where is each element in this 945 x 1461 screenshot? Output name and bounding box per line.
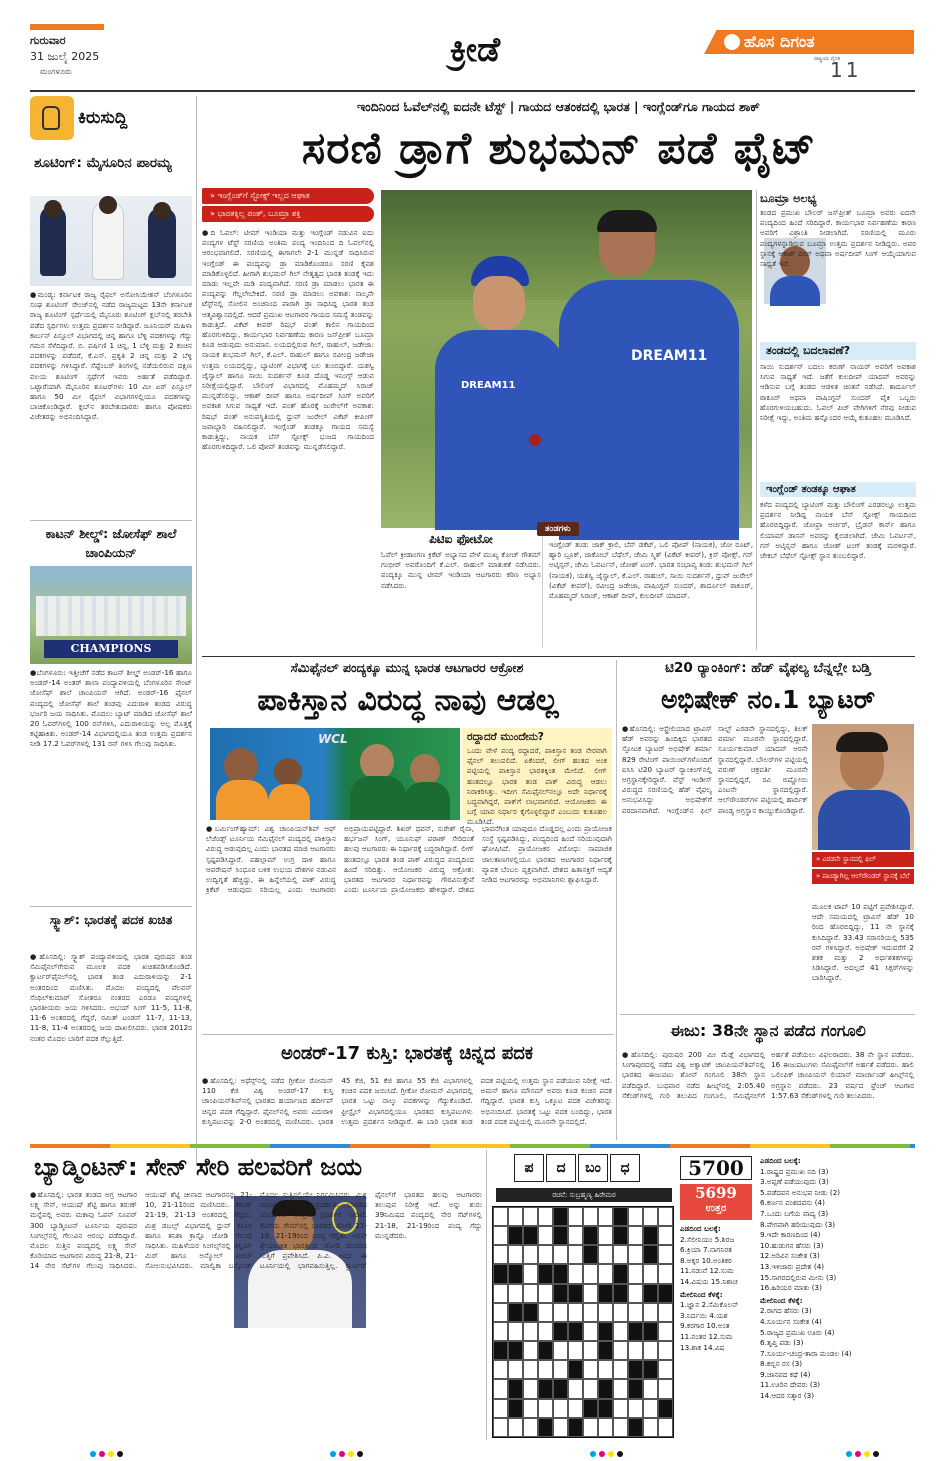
- crossword-cell[interactable]: [523, 1399, 538, 1418]
- prev_across-item: 6.ಕ್ರಿಯಾ 7.ನಾಗನಿರತ: [680, 1245, 732, 1255]
- crossword-cell[interactable]: [493, 1207, 508, 1226]
- crossword-cell[interactable]: [493, 1303, 508, 1322]
- across-list: [760, 1167, 916, 1294]
- lead-bullet-1: » ಇಂಗ್ಲೆಂಡ್‌ಗೆ ಸ್ಟೋಕ್ಸ್ ಇಲ್ಲದ ಆಘಾತ: [202, 188, 374, 204]
- brand-tagline: ರಾಷ್ಟ್ರೀಯ ದೈನಿಕ: [814, 56, 841, 62]
- crossword-block-cell: [643, 1284, 658, 1303]
- across-item: 3.ಅಪ್ಪಣೆ ಪಡೆಯುವುದು (3): [760, 1177, 829, 1187]
- crossword-cell[interactable]: [538, 1303, 553, 1322]
- crossword-cell[interactable]: [628, 1341, 643, 1360]
- u17-headline: ಅಂಡರ್-17 ಕುಸ್ತಿ: ಭಾರತಕ್ಕೆ ಚಿನ್ನದ ಪದಕ: [280, 1043, 534, 1064]
- lead-bullet-2: » ಭಾರತಕ್ಕಿಲ್ಲ ಪಂತ್, ಬೂಮ್ರಾ ಶಕ್ತಿ: [202, 206, 374, 222]
- crossword-cell[interactable]: [553, 1245, 568, 1264]
- city-label: ಮಂಗಳೂರು: [40, 67, 72, 76]
- across-item: 5.ಪಡೆದವನ ಅನುಭವ ನೀಡು (2): [760, 1187, 841, 1197]
- cotton-shield-photo: [30, 566, 192, 664]
- crossword-block-cell: [568, 1284, 583, 1303]
- crossword-block-cell: [643, 1226, 658, 1245]
- abhishek-side-body: ಮೂಲಕ ಟಾಪ್ 10 ಪಟ್ಟಿಗೆ ಪ್ರವೇಶಿಸಿದ್ದಾರೆ. ಆದೇ ಸಮಯದಲ್ಲಿ ಟ್ರಾವಿಸ್ ಹೆಡ್ 10 ರಿಂದ ಹೊರಬಿದ್ದಿದ್ದು, 11 ನೇ ಸ್ಥಾನಕ್ಕೆ ಕುಸಿದಿದ್ದಾರೆ. 33.43 ಸರಾಸರಿಯಲ್ಲಿ 535 ರನ್ ಗಳಿಸಿದ್ದಾರೆ. ಅಭಿಷೇಕ್ ಇದುವರೆಗೆ 2 ಶತಕ ಮತ್ತು 2 ಅರ್ಧಶತಕಗಳನ್ನು ಸಿಡಿಸಿದ್ದಾರೆ. ಅದಲ್ಲದೆ 41 ಸಿಕ್ಸರ್‌ಗಳನ್ನು ಬಾರಿಸಿದ್ದಾರೆ.: [812, 902, 914, 983]
- across-item: 9.ಇದೇ ಕಾರಣದಿಂದ (4): [760, 1230, 821, 1240]
- crossword-cell[interactable]: [508, 1322, 523, 1341]
- crossword-cell[interactable]: [553, 1303, 568, 1322]
- prev_across-item: 11.ನಡುವೆ 12.ಸುಮ: [680, 1266, 734, 1276]
- registration-marks: [0, 1440, 945, 1454]
- crossword-block-cell: [553, 1226, 568, 1245]
- crossword-block-cell: [643, 1245, 658, 1264]
- crossword-block-cell: [508, 1226, 523, 1245]
- champions-banner: CHAMPIONS: [44, 640, 178, 658]
- crossword-cell[interactable]: [568, 1226, 583, 1245]
- abhishek-bullets: [812, 852, 914, 884]
- crossword-cell[interactable]: [628, 1226, 643, 1245]
- abhishek-body: ●ಹೊಸದಿಲ್ಲಿ: ಆಸ್ಟ್ರೇಲಿಯಾದ ಟ್ರಾವಿಸ್ ಹೆಡ್ ಅವರನ್ನು ಹಿಂದಿಕ್ಕಿದ ಭಾರತದ ಸ್ಫೋಟಕ ಬ್ಯಾಟರ್ ಅಭಿಷೇಕ್ ಶರ್ಮಾ 829 ರೇಟಿಂಗ್ ಪಾಯಿಂಟ್‌ಗಳೊಂದಿಗೆ ಐಸಿಸಿ ಟಿ20 ಬ್ಯಾಟರ್ ರ್‍ಯಾಂಕಿಂಗ್‌ನಲ್ಲಿ ಅಗ್ರಸ್ಥಾನಕ್ಕೇರಿದ್ದಾರೆ. ವೆಸ್ಟ್ ಇಂಡೀಸ್ ವಿರುದ್ಧದ ಸರಣಿಯಲ್ಲಿ ಹೆಡ್ ವೈಫಲ್ಯ ಅನುಭವಿಸಿದ್ದು ಅಭಿಷೇಕ್‌ಗೆ ವರದಾನವಾಗಿದೆ. ಇಂಗ್ಲೆಂಡ್‌ನ ಫಿಲ್ ಸಾಲ್ಟ್ ಎರಡನೇ ಸ್ಥಾನದಲ್ಲಿದ್ದು, ತಿಲಕ್ ವರ್ಮಾ ಮೂರನೇ ಸ್ಥಾನದಲ್ಲಿದ್ದಾರೆ. ಸೂರ್ಯಕುಮಾರ್ ಯಾದವ್ ಆರನೇ ಸ್ಥಾನದಲ್ಲಿದ್ದಾರೆ. ಬೌಲರ್‌ಗಳ ಪಟ್ಟಿಯಲ್ಲಿ ವರುಣ್ ಚಕ್ರವರ್ತಿ ಮೂರನೇ ಸ್ಥಾನದಲ್ಲಿದ್ದರೆ, ರವಿ ಬಿಷ್ಣೋಯಿ ಎಂಟನೇ ಸ್ಥಾನದಲ್ಲಿದ್ದಾರೆ. ಆಲ್‌ರೌಂಡರ್‌ಗಳ ಪಟ್ಟಿಯಲ್ಲಿ ಹಾರ್ದಿಕ್ ಪಾಂಡ್ಯ ಅಗ್ರಸ್ಥಾನ ಕಾಯ್ದುಕೊಂಡಿದ್ದಾರೆ.: [622, 724, 808, 815]
- crossword-cell[interactable]: [523, 1379, 538, 1398]
- crossword-cell[interactable]: [493, 1399, 508, 1418]
- prev-answers: [680, 1224, 754, 1438]
- crossword-cell[interactable]: [613, 1341, 628, 1360]
- down-item: 2.ರಾಗದ ಹೆಸರು (3): [760, 1306, 812, 1316]
- teams-body: ಇಂಗ್ಲೆಂಡ್ ತಂಡ: ಜಾಕ್ ಕ್ರಾಲಿ, ಬೆನ್ ಡಕೆಟ್, ಒಲಿ ಪೋಪ್ (ನಾಯಕ), ಜೋ ರೂಟ್, ಹ್ಯಾರಿ ಬ್ರೂಕ್, ಜಾಕೋಬ್ ಬೆಥೆಲ್, ಜೇಮಿ ಸ್ಮಿತ್ (ವಿಕೆಟ್ ಕೀಪರ್), ಕ್ರಿಸ್ ವೋಕ್ಸ್, ಗಸ್ ಅಟ್ಕಿನ್ಸನ್, ಜೇಮಿ ಓವರ್ಟನ್, ಜೋಶ್ ಟಂಗ್. ಭಾರತ ಸಂಭಾವ್ಯ ತಂಡ: ಶುಭಮನ್ ಗಿಲ್ (ನಾಯಕ), ಯಶಸ್ವಿ ಜೈಸ್ವಾಲ್, ಕೆ.ಎಲ್. ರಾಹುಲ್, ಸಾಯಿ ಸುದರ್ಶನ್, ಧ್ರುವ್ ಜುರೇಲ್ (ವಿಕೆಟ್ ಕೀಪರ್), ರವೀಂದ್ರ ಜಡೇಜಾ, ವಾಷಿಂಗ್ಟನ್ ಸುಂದರ್, ಶಾರ್ದೂಲ್ ಠಾಕೂರ್, ಮೊಹಮ್ಮದ್ ಸಿರಾಜ್, ಆಕಾಶ್ ದೀಪ್, ಕುಲದೀಪ್ ಯಾದವ್.: [549, 540, 753, 601]
- coach-figure: [421, 250, 571, 530]
- crossword-cell[interactable]: [553, 1418, 568, 1437]
- crossword-cell[interactable]: [538, 1360, 553, 1379]
- crossword-block-cell: [643, 1322, 658, 1341]
- crossword-cell[interactable]: [568, 1379, 583, 1398]
- crossword-cell[interactable]: [493, 1322, 508, 1341]
- crossword-block-cell: [493, 1341, 508, 1360]
- crossword-cell[interactable]: [538, 1226, 553, 1245]
- prev_down-item: 13.ಶಾಕ 14.ವಿಷ: [680, 1342, 725, 1352]
- prev-number: 5699: [695, 1184, 737, 1202]
- abhishek-bullet-2: » ಪಾಂಡ್ಯಾಗಿಲ್ಲ ಆಲ್‌ರೌಂಡರ್ ಸ್ಥಾನಕ್ಕೆ ಬೆಲೆ: [812, 869, 914, 884]
- across-label: ಎಡದಿಂದ ಬಲಕ್ಕೆ:: [760, 1156, 801, 1165]
- crossword-setter: ರಚನೆ: ಸುಬ್ರಹ್ಮಣ್ಯ ಹಿರೇಮಠ: [496, 1188, 672, 1202]
- crossword-cell[interactable]: [493, 1379, 508, 1398]
- crossword-cell[interactable]: [523, 1245, 538, 1264]
- crossword-cell[interactable]: [523, 1264, 538, 1283]
- prev_across-item: 8.ಅಕ್ಕರ 10.ಅಂತಿಕರ: [680, 1255, 732, 1265]
- crossword-block-cell: [553, 1207, 568, 1226]
- down-item: 6.ತೃಪ್ತಿ ಪಡು (3): [760, 1338, 804, 1348]
- teams-box: [542, 524, 753, 648]
- crossword-block-cell: [568, 1360, 583, 1379]
- abhishek-kicker: ಟಿ20 ರ್‍ಯಾಂಕಿಂಗ್: ಹೆಡ್ ವೈಫಲ್ಯ ಬೆನ್ನಲ್ಲೇ ಬಡ್ತಿ: [665, 660, 871, 676]
- sidebar-s3-body: ಕಳೆದ ಪಂದ್ಯದಲ್ಲಿ ಬ್ಯಾಟಿಂಗ್ ಮತ್ತು ಬೌಲಿಂಗ್ ಎರಡರಲ್ಲೂ ಉತ್ತಮ ಪ್ರದರ್ಶನ ನೀಡಿದ್ದ ನಾಯಕ ಬೆನ್ ಸ್ಟೋಕ್ಸ್ ಗಾಯದಿಂದ ಹೊರಬಿದ್ದಿದ್ದಾರೆ. ಜೋಫ್ರಾ ಆರ್ಚರ್, ಬ್ರೈಡನ್ ಕಾರ್ಸ್ ಹಾಗೂ ಲಿಯಾಮ್ ಡಾಸನ್ ಅವರನ್ನು ಕೈಬಿಡಲಾಗಿದೆ. ಜೇಮಿ ಓವರ್ಟನ್, ಗಸ್ ಅಟ್ಕಿನ್ಸನ್ ಹಾಗೂ ಜೋಶ್ ಟಂಗ್ ತಂಡಕ್ಕೆ ಮರಳಿದ್ದಾರೆ. ಜೇಕಬ್ ಬೆಥೆಲ್ ಸ್ಟೋಕ್ಸ್ ಸ್ಥಾನ ತುಂಬಲಿದ್ದಾರೆ.: [760, 500, 916, 561]
- kirusuddi-item1-title: ಶೂಟಿಂಗ್: ಮೈಸೂರಿನ ಪಾರಮ್ಯ: [34, 155, 172, 171]
- crossword-cell[interactable]: [613, 1418, 628, 1437]
- photo-credit: ಪಿಟಿಐ ಫೋಟೋ: [429, 532, 493, 546]
- badminton-headline: ಬ್ಯಾಡ್ಮಿಂಟನ್: ಸೇನ್ ಸೇರಿ ಹಲವರಿಗೆ ಜಯ: [34, 1153, 363, 1181]
- day-label: ಗುರುವಾರ: [30, 34, 66, 47]
- clues: [760, 1156, 916, 1440]
- crossword-cell[interactable]: [598, 1264, 613, 1283]
- crossword-number: 5700: [680, 1156, 752, 1180]
- crossword-block-cell: [553, 1322, 568, 1341]
- sidebar-s3-title: ಇಂಗ್ಲೆಂಡ್ ತಂಡಕ್ಕೂ ಆಘಾತ: [760, 482, 916, 497]
- crossword-block-cell: [613, 1226, 628, 1245]
- crossword-cell[interactable]: [643, 1264, 658, 1283]
- prev_across-item: 14.ವಿಷಯ 15.ನಿಶಾಚ: [680, 1276, 738, 1286]
- down-item: 11.ಊರಿನ ದೇವರು (3): [760, 1380, 821, 1390]
- crossword-cell[interactable]: [583, 1379, 598, 1398]
- page-number: 11: [830, 58, 862, 82]
- crossword-cell[interactable]: [658, 1226, 673, 1245]
- crossword-block-cell: [583, 1399, 598, 1418]
- crossword-block-cell: [628, 1322, 643, 1341]
- lead-photo: [381, 190, 752, 528]
- crossword-block-cell: [583, 1245, 598, 1264]
- prev-across-list: [680, 1235, 754, 1288]
- crossword-cell[interactable]: [658, 1341, 673, 1360]
- crossword-cell[interactable]: [568, 1245, 583, 1264]
- lead-headline: ಸರಣಿ ಡ್ರಾಗೆ ಶುಭಮನ್ ಪಡೆ ಫೈಟ್: [301, 123, 817, 174]
- ganguly-headline: ಈಜು: 38ನೇ ಸ್ಥಾನ ಪಡೆದ ಗಂಗೂಲಿ: [670, 1021, 866, 1040]
- sidebar-s2-body: ಸಾಯಿ ಸುದರ್ಶನ್ ಬದಲು ಕರುಣ್ ನಾಯರ್ ಅವರಿಗೆ ಅವಕಾಶ ಸಿಗುವ ಸಾಧ್ಯತೆ ಇದೆ. ಜತೆಗೆ ಕುಲದೀಪ್ ಯಾದವ್ ಅವರನ್ನು ಆಡಿಸುವ ಬಗ್ಗೆ ತಂಡದ ಆಡಳಿತ ಚಿಂತನೆ ನಡೆಸಿದೆ. ಶಾರ್ದೂಲ್ ಠಾಕೂರ್ ಅಥವಾ ವಾಷಿಂಗ್ಟನ್ ಸುಂದರ್ ಪೈಕಿ ಒಬ್ಬರು ಹೊರಗುಳಿಯಬಹುದು. ಓವಲ್ ಪಿಚ್ ವೇಗಿಗಳಿಗೆ ನೆರವು ನೀಡುವ ನಿರೀಕ್ಷೆ ಇದ್ದು, ಅಂತಿಮ ಹನ್ನೊಂದರ ಆಯ್ಕೆ ಕುತೂಹಲ ಮೂಡಿಸಿದೆ.: [760, 362, 916, 423]
- crossword-cell[interactable]: [643, 1341, 658, 1360]
- brand-name: ಹೊಸ ದಿಗಂತ: [744, 32, 815, 51]
- crossword-block-cell: [538, 1379, 553, 1398]
- badminton-body: ●ಹೊಸದಿಲ್ಲಿ: ಭಾರತ ತಂಡದ ಅಗ್ರ ಆಟಗಾರ ಲಕ್ಷ್ಯ ಸೇನ್, ಆಯುಷ್ ಶೆಟ್ಟಿ ಹಾಗೂ ತರುಣ್ ಮನ್ನೆಪಲ್ಲಿ ಅವರು ಮಕಾವು ಓಪನ್ ಸೂಪರ್ 300 ಬ್ಯಾಡ್ಮಿಂಟನ್ ಟೂರ್ನಿಯ ಪುರುಷರ ಸಿಂಗಲ್ಸ್‌ನಲ್ಲಿ ಗೆಲುವಿನ ಆರಂಭ ಪಡೆದಿದ್ದಾರೆ. ಮೊದಲ ಸುತ್ತಿನ ಪಂದ್ಯದಲ್ಲಿ ಲಕ್ಷ್ಯ ಸೇನ್ ಕೊರಿಯಾದ ಆಟಗಾರನ ವಿರುದ್ಧ 21-8, 21-14 ನೇರ ಸೆಟ್‌ಗಳ ಗೆಲುವು ಸಾಧಿಸಿದರು. ಆಯುಷ್ ಶೆಟ್ಟಿ ಚೀನಾದ ಆಟಗಾರನನ್ನು 21-10, 21-11ರಿಂದ ಮಣಿಸಿದರು. ತರುಣ್ 21-19, 21-13 ಅಂತರದಲ್ಲಿ ಗೆದ್ದರು. ಮಿಶ್ರ ಡಬಲ್ಸ್ ವಿಭಾಗದಲ್ಲಿ ಧ್ರುವ್ ಕಪಿಲಾ ಹಾಗೂ ತನಿಶಾ ಕ್ರಾಸ್ಟೊ ಜೋಡಿ ಗೆಲುವು ಸಾಧಿಸಿತು. ಮಹಿಳೆಯರ ಸಿಂಗಲ್ಸ್‌ನಲ್ಲಿ ತಸ್ನಿಮ್ ಮಿರ್ ಹಾಗೂ ಅನ್ಮೋಲ್ ಖರಬ್ ಸೋಲನುಭವಿಸಿದರು. ಮಾಲ್ವಿಕಾ ಬನ್ಸೋಡ್ ಮೊದಲ ಸುತ್ತಿನಲ್ಲಿಯೇ ನಿರ್ಗಮಿಸಿದರು. ಮಿಶ್ರ ವಿಭಾಗದ ಉತ್ತಮ ಪ್ರದರ್ಶನ: ಭಾರತದ ಜೋಡಿಗಳು ಉತ್ತಮ ಪ್ರದರ್ಶನ ನೀಡಿವೆ. ಕೊನೆಯ ಗೇಮ್‌ನಲ್ಲಿ ಭಾರತದ ಜೋಡಿ 21-18, 21-19ರಿಂದ ಪಂದ್ಯ ಗೆದ್ದಿತು. ಆರನೇ ಶ್ರೇಯಾಂಕಿತ ಭಾರತೀಯ ಜೋಡಿ ಮುಂದಿನ ಸುತ್ತಿಗೆ ಪ್ರವೇಶಿಸಿದೆ. ಪಿ.ವಿ. ಸಿಂಧು ಈ ಟೂರ್ನಿಯಲ್ಲಿ ಭಾಗವಹಿಸುತ್ತಿಲ್ಲ. ಕ್ವಾರ್ಟರ್ ಫೈನಲ್‌ಗೆ ಭಾರತದ ಹಲವು ಆಟಗಾರರು ತಲುಪುವ ನಿರೀಕ್ಷೆ ಇದೆ. ಅನ್ನು ಶುರು 39ನಿಮಿಷದ ಪಂದ್ಯದಲ್ಲಿ ನೇರ ಸೆಟ್‌ಗಳಲ್ಲಿ 21-18, 21-19ರಿಂದ ಪಂದ್ಯ ಗೆದ್ದು ಮುನ್ನಡೆದರು.: [30, 1190, 482, 1271]
- crossword-title-cell-1: ಪ: [514, 1154, 544, 1182]
- kirusuddi-item3-title: ಸ್ಕ್ವಾಶ್: ಭಾರತಕ್ಕೆ ಪದಕ ಖಚಿತ: [49, 912, 173, 927]
- crossword-block-cell: [598, 1399, 613, 1418]
- crossword-cell[interactable]: [523, 1284, 538, 1303]
- across-item: 12.ಅರಿವಿನ ಸಂಕೇತ (3): [760, 1251, 820, 1261]
- crossword-cell[interactable]: [493, 1226, 508, 1245]
- crossword-cell[interactable]: [538, 1207, 553, 1226]
- crossword-block-cell: [523, 1226, 538, 1245]
- pak-box-title: ರದ್ದಾದರೆ ಮುಂದೇನು?: [467, 731, 544, 743]
- across-item: 8.ವೇಗವಾಗಿ ಹರಿಯುವುದು (3): [760, 1219, 836, 1229]
- crossword-cell[interactable]: [493, 1418, 508, 1437]
- crossword-cell[interactable]: [523, 1322, 538, 1341]
- crossword-cell[interactable]: [613, 1303, 628, 1322]
- across-item: 6.ಕರ್ಣನ ವಂಶದವನು (4): [760, 1198, 825, 1208]
- crossword-block-cell: [508, 1303, 523, 1322]
- crossword-block-cell: [598, 1322, 613, 1341]
- crossword-cell[interactable]: [508, 1245, 523, 1264]
- crossword-cell[interactable]: [643, 1303, 658, 1322]
- crossword-cell[interactable]: [598, 1245, 613, 1264]
- crossword-block-cell: [613, 1207, 628, 1226]
- crossword-block-cell: [538, 1264, 553, 1283]
- crossword-cell[interactable]: [658, 1303, 673, 1322]
- crossword-block-cell: [628, 1379, 643, 1398]
- lead-kicker: ಇಂದಿನಿಂದ ಓವೆಲ್‌ನಲ್ಲಿ ಐದನೇ ಟೆಸ್ಟ್ | ಗಾಯದ ಆತಂಕದಲ್ಲಿ ಭಾರತ | ಇಂಗ್ಲೆಂಡ್‌ಗೂ ಗಾಯದ ಶಾಕ್: [357, 99, 760, 114]
- prev-across-label: ಎಡದಿಂದ ಬಲಕ್ಕೆ:: [680, 1224, 721, 1233]
- sidebar-s1-body: ತಂಡದ ಪ್ರಮುಖ ಬೌಲರ್ ಜಸ್‌ಪ್ರೀತ್ ಬೂಮ್ರಾ ಅವರು ಐದನೇ ಪಂದ್ಯದಿಂದ ಹಿಂದೆ ಸರಿದಿದ್ದಾರೆ. ಕಾರ್ಯಭಾರ ನಿರ್ವಹಣೆಯ ಕಾರಣ ಅವರಿಗೆ ವಿಶ್ರಾಂತಿ ನೀಡಲಾಗಿದೆ. ಸರಣಿಯಲ್ಲಿ ಮೂರು ಪಂದ್ಯಗಳನ್ನಾಡಿರುವ ಬೂಮ್ರಾ ಉತ್ತಮ ಪ್ರದರ್ಶನ ನೀಡಿದ್ದರು. ಅವರ ಸ್ಥಾನಕ್ಕೆ ಆಕಾಶ್ ದೀಪ್ ಅಥವಾ ಅರ್ಷದೀಪ್ ಸಿಂಗ್ ಆಯ್ಕೆಯಾಗುವ ಸಾಧ್ಯತೆ ಇದೆ.: [760, 208, 916, 269]
- abhishek-bullet-1: » ಎರಡನೇ ಸ್ಥಾನದಲ್ಲಿ ಫಿಲ್: [812, 852, 914, 867]
- crossword-block-cell: [553, 1284, 568, 1303]
- crossword-block-cell: [538, 1341, 553, 1360]
- crossword-cell[interactable]: [583, 1303, 598, 1322]
- pak-box-body: ಒಂದು ವೇಳೆ ಪಂದ್ಯ ರದ್ದಾದರೆ, ಪಾಕಿಸ್ತಾನ ತಂಡ ನೇರವಾಗಿ ಫೈನಲ್ ತಲುಪಲಿದೆ. ಏಕೆಂದರೆ, ಲೀಗ್ ಹಂತದ ಅಂಕ ಪಟ್ಟಿಯಲ್ಲಿ ಪಾಕಿಸ್ತಾನ ಭಾರತಕ್ಕಿಂತ ಮೇಲಿದೆ. ಲೀಗ್ ಹಂತದಲ್ಲೂ ಭಾರತ ತಂಡ ಪಾಕ್ ವಿರುದ್ಧ ಆಡಲು ನಿರಾಕರಿಸಿತ್ತು. ಇದೀಗ ಸೆಮಿಫೈನಲ್‌ನಲ್ಲೂ ಅದೇ ನಿರ್ಧಾರಕ್ಕೆ ಬದ್ಧವಾಗಿದ್ದರೆ, ಪಾಕ್‌ಗೆ ಲಾಭವಾಗಲಿದೆ. ಆಯೋಜಕರು ಈ ಬಗ್ಗೆ ಯಾವ ನಿರ್ಧಾರ ಕೈಗೊಳ್ಳಲಿದ್ದಾರೆ ಎಂಬುದು ಕುತೂಹಲ ಮೂಡಿಸಿದೆ.: [467, 746, 607, 827]
- crossword-cell[interactable]: [583, 1264, 598, 1283]
- crossword-block-cell: [658, 1399, 673, 1418]
- section-title: ಕ್ರೀಡೆ: [449, 30, 501, 70]
- crossword-cell[interactable]: [628, 1399, 643, 1418]
- crossword-title-cell-3: ಬಂ: [578, 1154, 608, 1182]
- down-item: 5.ರಾಜ್ಯದ ಪ್ರಮುಖ ಊರು (4): [760, 1327, 835, 1337]
- down-label: ಮೇಲಿನಿಂದ ಕೆಳಕ್ಕೆ:: [760, 1295, 803, 1305]
- crossword-cell[interactable]: [613, 1322, 628, 1341]
- kirusuddi-header: [30, 96, 150, 142]
- crossword-cell[interactable]: [628, 1207, 643, 1226]
- crossword-cell[interactable]: [643, 1207, 658, 1226]
- crossword-cell[interactable]: [613, 1360, 628, 1379]
- crossword-cell[interactable]: [628, 1264, 643, 1283]
- crossword-block-cell: [583, 1226, 598, 1245]
- crossword-cell[interactable]: [568, 1207, 583, 1226]
- teams-label: ತಂಡಗಳು: [537, 522, 579, 536]
- kirusuddi-item2-body: ●ಬೆಂಗಳೂರು: ಇತ್ತೀಚೆಗೆ ನಡೆದ ಕಾಟನ್ ಶೀಲ್ಡ್ ಅಂಡರ್-16 ಹಾಗೂ ಅಂಡರ್-14 ಅಂತರ್ ಶಾಲಾ ಪಂದ್ಯಾವಳಿಯಲ್ಲಿ ಬೆಂಗಳೂರಿನ ಸೇಂಟ್ ಜೋಸೆಫ್ ಶಾಲೆ ಚಾಂಪಿಯನ್ ಆಗಿದೆ. ಅಂಡರ್-16 ಫೈನಲ್ ಪಂದ್ಯದಲ್ಲಿ ಜೋಸೆಫ್ ಶಾಲೆ ತಂಡವು ಎದುರಾಳಿ ತಂಡದ ವಿರುದ್ಧ ಭರ್ಜರಿ ಜಯ ಸಾಧಿಸಿತು. ಮೊದಲು ಬ್ಯಾಟ್ ಮಾಡಿದ ಜೋಸೆಫ್ ಶಾಲೆ 20 ಓವರ್‌ಗಳಲ್ಲಿ 100 ರನ್‌ಗಳಿಸಿ, ಎದುರಾಳಿಯನ್ನು ಅಲ್ಪ ಮೊತ್ತಕ್ಕೆ ಕಟ್ಟಿಹಾಕಿತು. ಅಂಡರ್-14 ವಿಭಾಗದಲ್ಲಿಯೂ ತಂಡ ಉತ್ತಮ ಪ್ರದರ್ಶನ ನೀಡಿ 17.2 ಓವರ್‌ಗಳಲ್ಲಿ 131 ರನ್ ಗಳಿಸಿ ಗೆಲುವು ಸಾಧಿಸಿತು.: [30, 668, 192, 749]
- lead-body: ●ದಿ ಓವಲ್: ಟೀಮ್ ಇಂಡಿಯಾ ಮತ್ತು ಇಂಗ್ಲೆಂಡ್ ನಡುವಿನ ಐದು ಪಂದ್ಯಗಳ ಟೆಸ್ಟ್ ಸರಣಿಯ ಅಂತಿಮ ಪಂದ್ಯ ಇಂದಿನಿಂದ ದಿ ಓವಲ್‌ನಲ್ಲಿ ಆರಂಭವಾಗಲಿದೆ. ಸರಣಿಯಲ್ಲಿ ಈಗಾಗಲೇ 2-1 ಮುನ್ನಡೆ ಸಾಧಿಸಿರುವ ಇಂಗ್ಲೆಂಡ್ ಈ ಪಂದ್ಯವನ್ನು ಡ್ರಾ ಮಾಡಿಕೊಂಡರೂ ಸರಣಿ ಕೈವಶ ಮಾಡಿಕೊಳ್ಳಲಿದೆ. ಹೀಗಾಗಿ ಶುಭಮನ್ ಗಿಲ್ ನೇತೃತ್ವದ ಭಾರತ ತಂಡಕ್ಕೆ ಇದು ಮಾಡು ಇಲ್ಲವೇ ಮಡಿ ಪಂದ್ಯವಾಗಿದೆ. ಸರಣಿ ಡ್ರಾ ಮಾಡಲು ಭಾರತ ಈ ಪಂದ್ಯವನ್ನು ಗೆಲ್ಲಲೇಬೇಕಿದೆ. ಸರಣಿ ಡ್ರಾ ಮಾಡಲು ಅವಕಾಶ: ನಾಲ್ಕನೇ ಟೆಸ್ಟ್‌ನಲ್ಲಿ ಸೋಲಿನ ಅಂಚಿನಿಂದ ಪಾರಾಗಿ ಡ್ರಾ ಸಾಧಿಸಿದ್ದ ಭಾರತ ತಂಡ ಆತ್ಮವಿಶ್ವಾಸದಲ್ಲಿದೆ. ಆದರೆ ಪ್ರಮುಖ ಆಟಗಾರರ ಗಾಯದ ಸಮಸ್ಯೆ ತಂಡವನ್ನು ಕಾಡುತ್ತಿದೆ. ವಿಕೆಟ್ ಕೀಪರ್ ರಿಷಭ್ ಪಂತ್ ಕಾಲಿನ ಗಾಯದಿಂದ ಹೊರಗುಳಿದಿದ್ದು, ಕಾರ್ಯಭಾರ ನಿರ್ವಹಣೆಯ ಕಾರಣ ಜಸ್‌ಪ್ರೀತ್ ಬೂಮ್ರಾ ಕೂಡ ಆಡುವುದು ಅನುಮಾನ. ಲಯದಲ್ಲಿರುವ ಗಿಲ್, ರಾಹುಲ್, ಜಡೇಜಾ: ನಾಯಕ ಶುಭಮನ್ ಗಿಲ್, ಕೆ.ಎಲ್. ರಾಹುಲ್ ಹಾಗೂ ರವೀಂದ್ರ ಜಡೇಜಾ ಉತ್ತಮ ಲಯದಲ್ಲಿದ್ದು, ಬ್ಯಾಟಿಂಗ್ ವಿಭಾಗಕ್ಕೆ ಬಲ ತುಂಬಿದ್ದಾರೆ. ಯಶಸ್ವಿ ಜೈಸ್ವಾಲ್ ಹಾಗೂ ಸಾಯಿ ಸುದರ್ಶನ್ ಕೂಡ ದೊಡ್ಡ ಇನಿಂಗ್ಸ್ ಆಡುವ ನಿರೀಕ್ಷೆಯಲ್ಲಿದ್ದಾರೆ. ಬೌಲಿಂಗ್ ವಿಭಾಗದಲ್ಲಿ ಮೊಹಮ್ಮದ್ ಸಿರಾಜ್ ಮುನ್ನಡೆಸಲಿದ್ದು, ಆಕಾಶ್ ದೀಪ್ ಹಾಗೂ ಅರ್ಷದೀಪ್ ಸಿಂಗ್ ಅವರಿಗೆ ಅವಕಾಶ ಸಿಗುವ ಸಾಧ್ಯತೆ ಇದೆ. ಪಂತ್ ಹೊರಕ್ಕೆ ಜುರೇಲ್‌ಗೆ ಅವಕಾಶ: ರಿಷಭ್ ಪಂತ್ ಅನುಪಸ್ಥಿತಿಯಲ್ಲಿ ಧ್ರುವ್ ಜುರೇಲ್ ವಿಕೆಟ್ ಕೀಪಿಂಗ್ ಜವಾಬ್ದಾರಿ ವಹಿಸಲಿದ್ದಾರೆ. ಇಂಗ್ಲೆಂಡ್ ತಂಡಕ್ಕೂ ಗಾಯದ ಸಮಸ್ಯೆ ಕಾಡುತ್ತಿದ್ದು, ನಾಯಕ ಬೆನ್ ಸ್ಟೋಕ್ಸ್ ಭುಜದ ಗಾಯದಿಂದ ಹೊರಗುಳಿದಿದ್ದಾರೆ. ಒಲಿ ಪೋಪ್ ತಂಡವನ್ನು ಮುನ್ನಡೆಸಲಿದ್ದಾರೆ.: [202, 228, 374, 452]
- crossword-cell[interactable]: [583, 1360, 598, 1379]
- down-item: 7.ಸೂರ್ಯ-ಚಂದ್ರ-ತಾರಾ ಮಂಡಲ (4): [760, 1348, 852, 1358]
- crossword-cell[interactable]: [583, 1341, 598, 1360]
- crossword-cell[interactable]: [493, 1284, 508, 1303]
- crossword-cell[interactable]: [508, 1360, 523, 1379]
- crossword-block-cell: [553, 1379, 568, 1398]
- crossword-title-cell-2: ದ: [546, 1154, 576, 1182]
- crossword-cell[interactable]: [523, 1207, 538, 1226]
- crossword-grid[interactable]: [492, 1206, 674, 1438]
- crossword-cell[interactable]: [613, 1399, 628, 1418]
- crossword-cell[interactable]: [628, 1284, 643, 1303]
- crossword-cell[interactable]: [568, 1264, 583, 1283]
- crossword-cell[interactable]: [508, 1418, 523, 1437]
- prev-label: ಉತ್ತರ: [705, 1203, 727, 1214]
- down-item: 9.ಜಾನಪದ ಕಥೆ (4): [760, 1369, 811, 1379]
- crossword-cell[interactable]: [523, 1360, 538, 1379]
- crossword-cell[interactable]: [658, 1379, 673, 1398]
- crossword-cell[interactable]: [598, 1418, 613, 1437]
- crossword-block-cell: [553, 1264, 568, 1283]
- crossword-block-cell: [628, 1360, 643, 1379]
- crossword-block-cell: [508, 1379, 523, 1398]
- prev_down-item: 1.ಜ್ಞಾನ 2.ಸೆಮಿಕೊಲನ್: [680, 1300, 739, 1310]
- crossword-block-cell: [568, 1418, 583, 1437]
- kirusuddi-label: ಕಿರುಸುದ್ದಿ: [78, 108, 128, 128]
- sidebar-s1-title: ಬೂಮ್ರಾ ಅಲಭ್ಯ: [760, 192, 817, 205]
- crossword-block-cell: [508, 1399, 523, 1418]
- prev_across-item: 2.ಸೆಲೀನಿಯಂ 5.ಶಿರಜ: [680, 1234, 735, 1244]
- crossword-block-cell: [508, 1264, 523, 1283]
- crossword-cell[interactable]: [538, 1284, 553, 1303]
- pak-kicker: ಸೆಮಿಫೈನಲ್ ಪಂದ್ಯಕ್ಕೂ ಮುನ್ನ ಭಾರತ ಆಟಗಾರರ ಆಕ್ರೋಶ: [290, 660, 524, 675]
- crossword-block-cell: [613, 1264, 628, 1283]
- lead-sidebar: [760, 190, 916, 650]
- pak-photo: [210, 728, 460, 820]
- prev-down-list: [680, 1300, 754, 1353]
- pak-headline: ಪಾಕಿಸ್ತಾನ ವಿರುದ್ಧ ನಾವು ಆಡಲ್ಲ: [257, 683, 559, 718]
- crossword-cell[interactable]: [628, 1303, 643, 1322]
- down-item: 4.ಸೂರ್ಯನ ಸಂಕೇತ (4): [760, 1316, 822, 1326]
- u17-body: ●ಹೊಸದಿಲ್ಲಿ: ಅಥೆನ್ಸ್‌ನಲ್ಲಿ ನಡೆದ ಗ್ರೀಕೋ ರೋಮನ್ 110 ಕೆಜಿ ವಿಶ್ವ ಅಂಡರ್-17 ಕುಸ್ತಿ ಚಾಂಪಿಯನ್‌ಶಿಪ್‌ನಲ್ಲಿ ಭಾರತದ ಹರ್ಯಾಣದ ಹರ್ದೀಪ್ ಚಿನ್ನದ ಪದಕ ಗೆದ್ದಿದ್ದಾರೆ. ಫೈನಲ್‌ನಲ್ಲಿ ಅವರು ಎದುರಾಳಿ ಕುಸ್ತಿಪಟುವನ್ನು 2-0 ಅಂತರದಲ್ಲಿ ಮಣಿಸಿದರು. ಭಾರತ 45 ಕೆಜಿ, 51 ಕೆಜಿ ಹಾಗೂ 55 ಕೆಜಿ ವಿಭಾಗಗಳಲ್ಲಿ ಕಂಚಿನ ಪದಕ ಜಯಿಸಿದೆ. ಗ್ರೀಕೋ ರೋಮನ್ ವಿಭಾಗದಲ್ಲಿ ಭಾರತ ಒಟ್ಟು ನಾಲ್ಕು ಪದಕಗಳನ್ನು ಗೆದ್ದುಕೊಂಡಿದೆ. ಫ್ರೀಸ್ಟೈಲ್ ವಿಭಾಗದಲ್ಲಿಯೂ ಭಾರತದ ಕುಸ್ತಿಪಟುಗಳು ಉತ್ತಮ ಪ್ರದರ್ಶನ ನೀಡಿದ್ದಾರೆ. ಈ ಬಾರಿ ಭಾರತ ತಂಡ ಪದಕ ಪಟ್ಟಿಯಲ್ಲಿ ಉತ್ತಮ ಸ್ಥಾನ ಪಡೆಯುವ ನಿರೀಕ್ಷೆ ಇದೆ. ಅಮನ್ ಹಾಗೂ ಮೌಸಮ್ ಅವರು ಕೂಡ ಕಂಚಿನ ಪದಕ ಗೆದ್ದಿದ್ದಾರೆ. ಭಾರತ ಕುಸ್ತಿ ಒಕ್ಕೂಟ ಪದಕ ವಿಜೇತರನ್ನು ಅಭಿನಂದಿಸಿದೆ. ಭಾರತಕ್ಕೆ ಒಟ್ಟು ಪದಕ ಬಂದಿದ್ದು, ಭಾರತ ತಂಡ ಪದಕ ಪಟ್ಟಿಯಲ್ಲಿ ಮೂರನೇ ಸ್ಥಾನದಲ್ಲಿದೆ.: [202, 1076, 612, 1126]
- down-list: [760, 1306, 916, 1401]
- across-item: 10.ಹುಡುಗನ ಹೆಸರು (3): [760, 1240, 824, 1250]
- crossword-cell[interactable]: [508, 1284, 523, 1303]
- abhishek-headline: ಅಭಿಷೇಕ್ ನಂ.1 ಬ್ಯಾಟರ್: [660, 685, 876, 714]
- crossword-cell[interactable]: [613, 1245, 628, 1264]
- crossword-title-cell-4: ಧ: [610, 1154, 640, 1182]
- kirusuddi-item3-body: ●ಹೊಸದಿಲ್ಲಿ: ಸ್ಕ್ವಾಶ್ ಪಂದ್ಯಾವಳಿಯಲ್ಲಿ ಭಾರತ ಪುರುಷರ ತಂಡ ಸೆಮಿಫೈನಲ್‌ಗೇರುವ ಮೂಲಕ ಪದಕ ಖಚಿತಪಡಿಸಿಕೊಂಡಿದೆ. ಕ್ವಾರ್ಟರ್‌ಫೈನಲ್‌ನಲ್ಲಿ ಭಾರತ ತಂಡ ಎದುರಾಳಿಯನ್ನು 2-1 ಅಂತರದಿಂದ ಮಣಿಸಿತು. ಮೊದಲ ಪಂದ್ಯದಲ್ಲಿ ವೆಲವನ್ ಸೆಂಥಿಲ್‌ಕುಮಾರ್ ಸೋತರೂ ನಂತರದ ಎರಡೂ ಪಂದ್ಯಗಳಲ್ಲಿ ಭಾರತೀಯರು ಜಯ ಗಳಿಸಿದರು. ಅಭಯ್ ಸಿಂಗ್ 11-5, 11-8, 11-6 ಅಂತರದಲ್ಲಿ ಗೆದ್ದರೆ, ರಮಿತ್ ಟಂಡನ್ 11-7, 11-13, 11-8, 11-4 ಅಂತರದಲ್ಲಿ ಜಯ ದಾಖಲಿಸಿದರು. ಭಾರತ 2012ರ ನಂತರ ಮೊದಲ ಬಾರಿಗೆ ಪದಕ ಗೆಲ್ಲುತ್ತಿದೆ.: [30, 952, 192, 1043]
- down-item: 14.ಆದರ ಸತ್ಕಾರ (3): [760, 1391, 815, 1401]
- crossword-cell[interactable]: [613, 1379, 628, 1398]
- crossword-block-cell: [598, 1284, 613, 1303]
- crossword-block-cell: [523, 1303, 538, 1322]
- crossword-cell[interactable]: [568, 1399, 583, 1418]
- coach-jersey-text: DREAM11: [461, 380, 516, 391]
- crossword-cell[interactable]: [628, 1245, 643, 1264]
- prev_down-item: 9.ಕರಗಾರ 10.ಅಂತ: [680, 1321, 730, 1331]
- crossword-block-cell: [598, 1341, 613, 1360]
- pak-body: ●ಬರ್ಮಿಂಗ್‌ಹ್ಯಾಮ್: ವಿಶ್ವ ಚಾಂಪಿಯನ್‌ಶಿಪ್ ಆಫ್ ಲೆಜೆಂಡ್ಸ್ ಟೂರ್ನಿಯ ಸೆಮಿಫೈನಲ್ ಪಂದ್ಯದಲ್ಲಿ ಪಾಕಿಸ್ತಾನ ವಿರುದ್ಧ ಆಡುವುದಿಲ್ಲ ಎಂದು ಭಾರತದ ಮಾಜಿ ಆಟಗಾರರು ಸ್ಪಷ್ಟಪಡಿಸಿದ್ದಾರೆ. ಪಹಲ್ಗಾಮ್ ಉಗ್ರ ದಾಳಿ ಹಾಗೂ ಆಪರೇಷನ್ ಸಿಂಧೂರ ಬಳಿಕ ಉಭಯ ದೇಶಗಳ ನಡುವಿನ ಉದ್ವಿಗ್ನತೆ ಹೆಚ್ಚಿದ್ದು, ಈ ಹಿನ್ನೆಲೆಯಲ್ಲಿ ಪಾಕ್ ವಿರುದ್ಧ ಕ್ರಿಕೆಟ್ ಆಡುವುದು ಸರಿಯಲ್ಲ ಎಂದು ಆಟಗಾರರು ಅಭಿಪ್ರಾಯಪಟ್ಟಿದ್ದಾರೆ. ಶಿಖರ್ ಧವನ್, ಸುರೇಶ್ ರೈನಾ, ಹರ್ಭಜನ್ ಸಿಂಗ್, ಯೂಸುಫ್ ಪಠಾಣ್ ಸೇರಿದಂತೆ ಹಲವು ಆಟಗಾರರು ಈ ನಿರ್ಧಾರಕ್ಕೆ ಬದ್ಧರಾಗಿದ್ದಾರೆ. ಲೀಗ್ ಹಂತದಲ್ಲೂ ಭಾರತ ತಂಡ ಪಾಕ್ ವಿರುದ್ಧದ ಪಂದ್ಯದಿಂದ ಹಿಂದೆ ಸರಿದಿತ್ತು. ಆಯೋಜಕರ ವಿರುದ್ಧ ಆಕ್ರೋಶ: ಭಾರತದ ಆಟಗಾರರ ನಿರ್ಧಾರವನ್ನು ಗೌರವಿಸುತ್ತೇವೆ ಎಂದು ಟೂರ್ನಿಯ ಪ್ರಾಯೋಜಕರು ಹೇಳಿದ್ದಾರೆ. ದೇಶದ ಭಾವನೆಗಿಂತ ಯಾವುದೂ ದೊಡ್ಡದಲ್ಲ ಎಂದು ಪ್ರಾಯೋಜಕ ಸಂಸ್ಥೆ ಸ್ಪಷ್ಟಪಡಿಸಿದ್ದು, ಪಂದ್ಯದಿಂದ ಹಿಂದೆ ಸರಿಯುವುದಾಗಿ ಘೋಷಿಸಿದೆ. ಪ್ರಾಯೋಜಕರ ವಿರೋಧ: ಸಾಮಾಜಿಕ ಜಾಲತಾಣಗಳಲ್ಲಿಯೂ ಭಾರತದ ಆಟಗಾರರ ನಿರ್ಧಾರಕ್ಕೆ ವ್ಯಾಪಕ ಬೆಂಬಲ ವ್ಯಕ್ತವಾಗಿದೆ. ದೇಶದ ಹಿತಾಸಕ್ತಿಗೆ ಆದ್ಯತೆ ನೀಡಿದ ಆಟಗಾರರನ್ನು ಅಭಿಮಾನಿಗಳು ಶ್ಲಾಘಿಸಿದ್ದಾರೆ.: [206, 824, 612, 895]
- shooting-photo: [30, 196, 192, 286]
- crossword-cell[interactable]: [658, 1322, 673, 1341]
- crossword-cell[interactable]: [553, 1341, 568, 1360]
- brand-logo-icon: [724, 34, 740, 50]
- across-item: 13.ಇಳಿಜಾರು ಪ್ರದೇಶ (4): [760, 1261, 825, 1271]
- across-item: 16.ಹಿರಿಯರ ಮಾತು (3): [760, 1283, 822, 1293]
- across-item: 15.ಸಾಗರದಲ್ಲಿರುವ ಮೀನು (3): [760, 1272, 837, 1282]
- crossword-cell[interactable]: [643, 1418, 658, 1437]
- crossword-cell[interactable]: [658, 1245, 673, 1264]
- ganguly-body: ●ಹೊಸದಿಲ್ಲಿ: ಪುರುಷರ 200 ಮೀ ಮೆಡ್ಲೆ ವಿಭಾಗದಲ್ಲಿ ಸಿಂಗಾಪುರದಲ್ಲಿ ನಡೆದ ವಿಶ್ವ ಅಕ್ವಾಟಿಕ್ ಚಾಂಪಿಯನ್‌ಶಿಪ್‌ನಲ್ಲಿ ಭಾರತದ ಈಜುಪಟು ಶೋನ್ ಗಂಗೂಲಿ 38ನೇ ಸ್ಥಾನ ಪಡೆದಿದ್ದಾರೆ. ಬುಧವಾರ ನಡೆದ ಹೀಟ್ಸ್‌ನಲ್ಲಿ 2:05.40 ಸೆಕೆಂಡ್‌ಗಳಲ್ಲಿ ಗುರಿ ತಲುಪಿದ ಗಂಗೂಲಿ, ಸೆಮಿಫೈನಲ್‌ಗೆ ಅರ್ಹತೆ ಪಡೆಯಲು ವಿಫಲರಾದರು. 38 ನೇ ಸ್ಥಾನ ಪಡೆದರು. 16 ಈಜುಪಟುಗಳು ಸೆಮಿಫೈನಲ್‌ಗೆ ಅರ್ಹತೆ ಪಡೆದರು. ಹಾಲಿ ಒಲಿಂಪಿಕ್ ಚಾಂಪಿಯನ್ ಲಿಯಾನ್ ಮಾರ್ಚಾಂಡ್ ಹೀಟ್ಸ್‌ನಲ್ಲಿ ಅಗ್ರಸ್ಥಾನ ಪಡೆದರು. 23 ವರ್ಷದ ಫ್ರೆಂಚ್ ಆಟಗಾರ 1:57.63 ಸೆಕೆಂಡ್‌ಗಳಲ್ಲಿ ಗುರಿ ತಲುಪಿದರು.: [622, 1050, 914, 1100]
- crossword-cell[interactable]: [658, 1360, 673, 1379]
- crossword-cell[interactable]: [538, 1399, 553, 1418]
- prev-down-label: ಮೇಲಿನಿಂದ ಕೆಳಕ್ಕೆ:: [680, 1289, 723, 1299]
- crossword-cell[interactable]: [598, 1303, 613, 1322]
- crossword-cell[interactable]: [658, 1207, 673, 1226]
- crossword-block-cell: [508, 1341, 523, 1360]
- down-item: 8.ಕಬ್ಬಿನ ರಸ (3): [760, 1359, 803, 1369]
- crossword-cell[interactable]: [643, 1379, 658, 1398]
- prev-answer-box: [680, 1184, 752, 1220]
- crossword-block-cell: [613, 1284, 628, 1303]
- masthead: [0, 0, 945, 92]
- crossword-cell[interactable]: [493, 1360, 508, 1379]
- wcl-logo: WCL: [318, 732, 348, 746]
- player-jersey-text: DREAM11: [631, 348, 708, 364]
- across-item: 1.ರಾಷ್ಟ್ರದ ಪ್ರಮುಖ ನದಿ (3): [760, 1166, 829, 1176]
- player-figure: [559, 210, 749, 530]
- pak-box: [462, 728, 612, 827]
- crossword-cell[interactable]: [523, 1418, 538, 1437]
- crossword-cell[interactable]: [553, 1399, 568, 1418]
- lead-bullets: [202, 188, 374, 222]
- crossword-cell[interactable]: [508, 1207, 523, 1226]
- crossword-cell[interactable]: [598, 1360, 613, 1379]
- date-label: 31 ಜುಲೈ 2025: [30, 50, 100, 63]
- abhishek-photo: [812, 724, 914, 850]
- prev_down-item: 3.ನಿರ್ದಯಿ 4.ಯಶ: [680, 1310, 728, 1320]
- kirusuddi-item2-title: ಕಾಟನ್ ಶೀಲ್ಡ್: ಜೋಸೆಫ್ ಶಾಲೆ ಚಾಂಪಿಯನ್: [45, 526, 177, 560]
- crossword-block-cell: [658, 1284, 673, 1303]
- crossword-cell[interactable]: [583, 1284, 598, 1303]
- photo-caption: ಓವೆಲ್ ಕ್ರೀಡಾಂಗಣ ಕ್ರಿಕೆಟ್ ಅಭ್ಯಾಸದ ವೇಳೆ ಮುಖ್ಯ ಕೋಚ್ ಗೌತಮ್ ಗಂಭೀರ್ ಅವರೊಂದಿಗೆ ಕೆ.ಎಲ್. ರಾಹುಲ್ ಮಾತುಕತೆ ನಡೆಸಿದರು. ಪಂದ್ಯಕ್ಕೂ ಮುನ್ನ ಟೀಮ್ ಇಂಡಿಯಾ ಆಟಗಾರರು ಕಠಿಣ ಅಭ್ಯಾಸ ನಡೆಸಿದರು.: [381, 550, 541, 590]
- crossword-cell[interactable]: [583, 1418, 598, 1437]
- crossword-block-cell: [628, 1418, 643, 1437]
- date-block: [30, 34, 140, 77]
- crossword-cell[interactable]: [598, 1207, 613, 1226]
- crossword-block-cell: [493, 1264, 508, 1283]
- crossword-cell[interactable]: [583, 1207, 598, 1226]
- crossword-cell[interactable]: [643, 1399, 658, 1418]
- crossword-cell[interactable]: [568, 1341, 583, 1360]
- prev_down-item: 11.ನಂತರ 12.ಸುಮ: [680, 1331, 733, 1341]
- crossword-cell[interactable]: [538, 1322, 553, 1341]
- crossword-cell[interactable]: [553, 1360, 568, 1379]
- crossword-cell[interactable]: [523, 1341, 538, 1360]
- crossword-cell[interactable]: [658, 1418, 673, 1437]
- crossword-cell[interactable]: [583, 1322, 598, 1341]
- crossword-cell[interactable]: [658, 1264, 673, 1283]
- sidebar-s2-title: ತಂಡದಲ್ಲಿ ಬದಲಾವಣೆ?: [760, 342, 916, 360]
- crossword-block-cell: [568, 1322, 583, 1341]
- crossword-title: [514, 1154, 640, 1184]
- crossword-cell[interactable]: [568, 1303, 583, 1322]
- crossword-cell[interactable]: [598, 1226, 613, 1245]
- kirusuddi-item1-body: ●ಮಂಡ್ಯ: ಕರ್ನಾಟಕ ರಾಜ್ಯ ರೈಫಲ್ ಅಸೋಸಿಯೇಶನ್ ಬೆಂಗಳೂರಿನ ಸಂಘ ಶೂಟಿಂಗ್ ರೇಂಜ್‌ನಲ್ಲಿ ನಡೆದ ರಾಜ್ಯಮಟ್ಟದ 13ನೇ ಕರ್ನಾಟಕ ರಾಜ್ಯ ಶೂಟಿಂಗ್ ಸ್ಪರ್ಧೆಯಲ್ಲಿ ಮೈಸೂರು ಶೂಟಿಂಗ್ ಕ್ಲಬ್‌ನಲ್ಲಿ ತರಬೇತಿ ಪಡೆದ ಸ್ಪರ್ಧಿಗಳು ಉತ್ತಮ ಪ್ರದರ್ಶನ ನೀಡಿದ್ದಾರೆ. ಜೂನಿಯರ್ ಮಹಿಳಾ ಕಾರ್ಬನ್ ಪಿಸ್ತೂಲ್ ವಿಭಾಗದಲ್ಲಿ ಚಿನ್ನ ಹಾಗೂ ಬೆಳ್ಳಿ ಪದಕಗಳನ್ನು ಗೆದ್ದು ಗಮನ ಸೆಳೆದಿದ್ದಾರೆ. ಬಿ. ವರ್ಷಿಣಿ 1 ಚಿನ್ನ, 1 ಬೆಳ್ಳಿ ಮತ್ತು 2 ಕಂಚಿನ ಪದಕಗಳನ್ನು ಪಡೆದರೆ, ಕೆ.ಎಸ್. ಪ್ರಕೃತಿ 2 ಚಿನ್ನ ಮತ್ತು 2 ಬೆಳ್ಳಿ ಪದಕಗಳನ್ನು ಗಳಿಸಿದ್ದಾರೆ. ಸೆಪ್ಟೆಂಬರ್ ತಿಂಗಳಲ್ಲಿ ನಡೆಯಲಿರುವ ದಕ್ಷಿಣ ವಲಯ ಶೂಟಿಂಗ್ ಸ್ಪರ್ಧೆಗೆ ಇವರು ಅರ್ಹತೆ ಪಡೆದಿದ್ದಾರೆ. ಒಟ್ಟಾರೆಯಾಗಿ ಮೈಸೂರಿನ ಶೂಟರ್‌ಗಳು 10 ಮೀ ಏರ್ ಪಿಸ್ತೂಲ್ ಹಾಗೂ 50 ಮೀ ರೈಫಲ್ ವಿಭಾಗಗಳಲ್ಲಿಯೂ ಪದಕಗಳನ್ನು ಬಾಚಿಕೊಂಡಿದ್ದಾರೆ. ಕ್ಲಬ್‌ನ ತರಬೇತುದಾರರು ಹಾಗೂ ಪೋಷಕರು ವಿಜೇತರನ್ನು ಅಭಿನಂದಿಸಿದ್ದಾರೆ.: [30, 290, 192, 422]
- crossword-block-cell: [598, 1379, 613, 1398]
- crossword-block-cell: [538, 1418, 553, 1437]
- across-item: 7.ಒಂದು ಬಗೆಯ ವಾದ್ಯ (3): [760, 1208, 829, 1218]
- crossword-cell[interactable]: [538, 1245, 553, 1264]
- crossword-block-cell: [643, 1360, 658, 1379]
- crossword-cell[interactable]: [493, 1245, 508, 1264]
- brand-block: [704, 30, 914, 84]
